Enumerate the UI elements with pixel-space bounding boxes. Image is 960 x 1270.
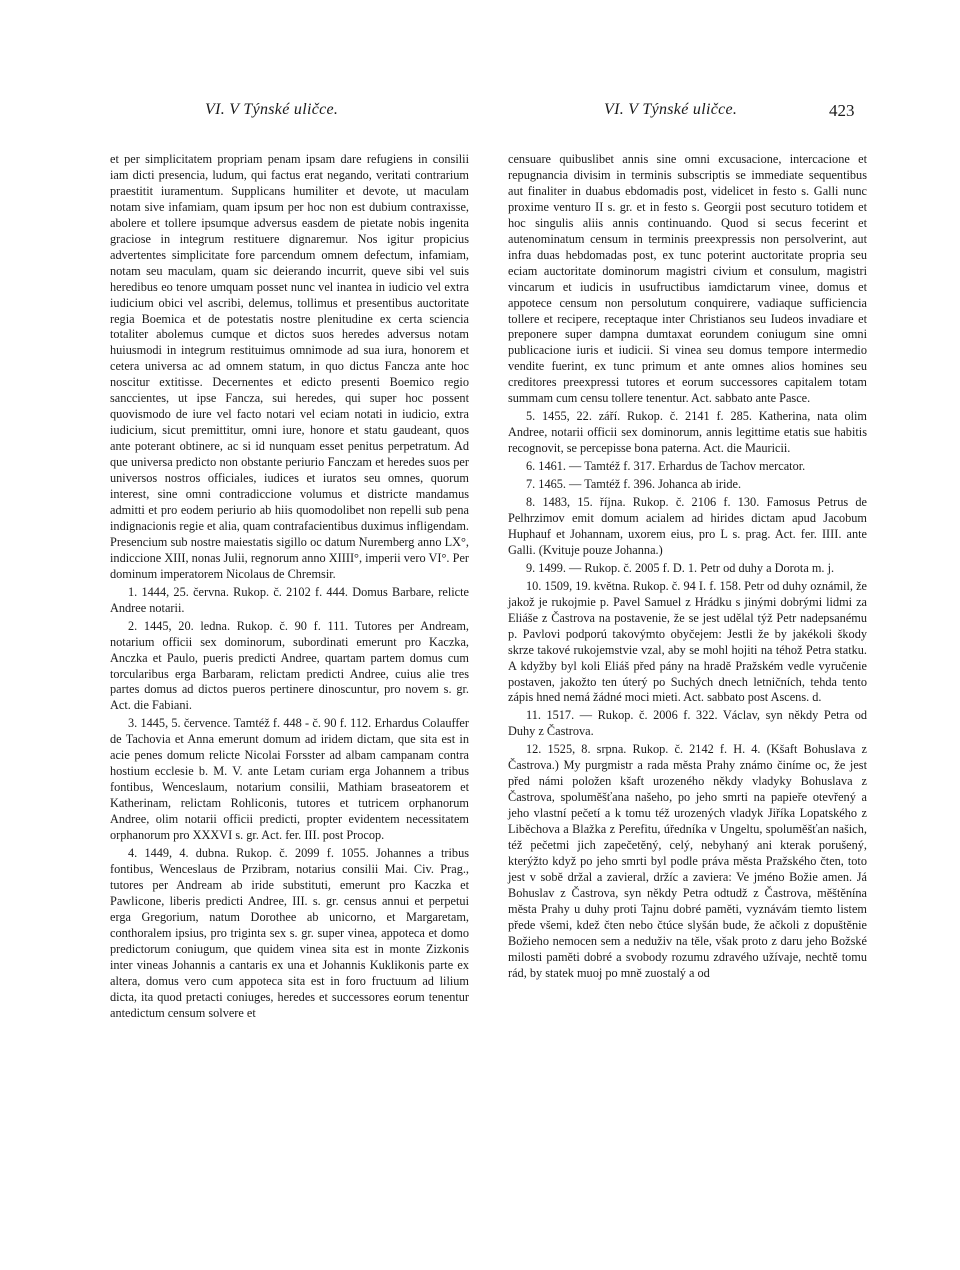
record-entry-12: 12. 1525, 8. srpna. Rukop. č. 2142 f. H. 4. (Kšaft Bohuslava z Častrova.) My purgmistr a rada města Prahy známo činíme oc, že jest před námi položen kšaft urozeného někdy vladyky Bohuslava z Častrova, spoluměšťana našeho, po jeho smrti na papieře otevřený a jeho vlastní pečetí a k tomu též urozených vladyk Jiříka Lopatského z Liběchova a Blažka z Perefitu, úředníka v Ungeltu, spoluměšťan našich, též pečetmi jich zapečetěný, celý, nebyhaný ani kterak porušený, kterýžto když po jeho smrti byl podle práva města Pražského čten, toto jest v sobě držal a zavieral, držíc a zaviera: Ve jméno Božie amen. Já Bohuslav z Častrova, syn někdy Petra odtudž z Častrova, měštěnína města Prahy u duhy proti Tajnu dobré paměti, vyznávám tiemto listem přede všemi, kdež čten nebo čtúce slyšán bude, že ačkoli z dopuštěnie Božieho nemocen sem a neduživ na těle, však proto z daru jeho Božské milosti paměti dobré a svobody rozumu zdravého užívaje, nechtě tomu rád, by statek muoj po mně zuostalý a od	[508, 742, 867, 980]
record-entry-3: 3. 1445, 5. července. Tamtéž f. 448 - č. 90 f. 112. Erhardus Colauffer de Tachovia et Anna emerunt domum ad iridem dictam, que sita est in acie penes domum relicte Nicolai Forsster ad albam campanam contra hostium ecclesie b. M. V. ante Letam curiam erga Johannem a tribus fontibus, Wenceslaum, notarium consilii, Mathiam braseatorem et Katherinam, relictam Rohliconis, tutores et tutricem orphanorum Andree, olim notarii officii predicti, propter evidentem necessitatem orphanorum pro XXXVI s. gr. Act. fer. III. post Procop.	[110, 716, 469, 843]
record-entry-4: 4. 1449, 4. dubna. Rukop. č. 2099 f. 1055. Johannes a tribus fontibus, Wenceslaus de Przibram, notarius consilii Mai. Civ. Prag., tutores per Andream ab iride substituti, emerunt pro Kaczka et Pawlicone, liberis predicti Andree, III. s. gr. census annui et perpetui erga Gregorium, natum Dorothee ab unicorno, et Margaretam, conthoralem ipsius, pro triginta sex s. gr. super vinea, appoteca et domo predictorum coniugum, que quidem vinea sita est in monte Zizkonis inter vineas Johannis a cantaris ex una et Johannis Kuklikonis parte ex altera, domus vero cum appoteca sita est in foro fructuum ad lilium dicta, ita quod pretacti coniuges, heredes et successores eorum tenentur antedictum censum solvere et	[110, 845, 469, 1020]
record-entry-11: 11. 1517. — Rukop. č. 2006 f. 322. Václav, syn někdy Petra od Duhy z Častrova.	[508, 708, 867, 739]
record-entry-9: 9. 1499. — Rukop. č. 2005 f. D. 1. Petr od duhy a Dorota m. j.	[526, 560, 835, 575]
record-entry-10: 10. 1509, 19. května. Rukop. č. 94 I. f. 158. Petr od duhy oznámil, že jakož je rukojmie p. Pavel Samuel z Hrádku s jinými dobrými lidmi za Eliáše z Častrova na postavenie, že se jest udělal týž Petr nadepsanému p. Pavlovi podporú takovýmto obyčejem: Jestli že by jakékoli škody skrze takové rukojemstvie vzal, aby se mohl hojiti na téhož Petra statku. A kdyžby byl koli Eliáš před pány na hradě Pražském vedle vyručenie postaven, jakožto ten úterý po Suchých dnech letničních, tehda tento zápis hned nemá žádné moci mieti. Act. sabbato post Ascens. d.	[508, 578, 867, 705]
record-entry-8: 8. 1483, 15. října. Rukop. č. 2106 f. 130. Famosus Petrus de Pelhrzimov emit domum acialem ad hirides dictam apud Jacobum Huphauf et Johannam, uxorem eius, pro L s. prag. Act. fer. IIII. ante Galli. (Kvituje pouze Johanna.)	[508, 495, 867, 557]
record-entry-7: 7. 1465. — Tamtéž f. 396. Johanca ab iride.	[526, 477, 742, 492]
running-header-right: VI. V Týnské uličce.	[604, 101, 738, 118]
record-entry-1: 1. 1444, 25. června. Rukop. č. 2102 f. 444. Domus Barbare, relicte Andree notarii.	[110, 584, 469, 615]
record-entry-5: 5. 1455, 22. září. Rukop. č. 2141 f. 285. Katherina, nata olim Andree, notarii officii sex dominorum, annis legittime etatis sue habitis recognovit, se percepisse bona paterna. Act. die Mauricii.	[508, 409, 867, 456]
page-number: 423	[829, 101, 855, 120]
record-entry-2: 2. 1445, 20. ledna. Rukop. č. 90 f. 111. Tutores per Andream, notarium officii sex dominorum, subordinati emerunt pro Kaczka, Anczka et Paulo, pueris predicti Andree, quartam partem domus cum torcularibus erga Barbaram, relictam predicti Andree, cuius alie tres partes domus ad dictos pueros pertinere dinoscuntur, pro novem s. gr. Act. die Fabiani.	[110, 618, 469, 713]
running-header-left: VI. V Týnské uličce.	[205, 101, 339, 118]
right-column	[508, 152, 867, 982]
paragraph-continuation: et per simplicitatem propriam penam ipsam dare refugiens in consilii iam dicti presencia, ludum, qui factus erat negando, veritati contrarium praestitit iuramentum. Supplicans humiliter et devote, ut maculam notam sive infamiam, quam ipsum per hoc non est dubium contraxisse, abolere et tollere ipsumque adversus easdem de pietate nobis ingenita graciose in integrum restituere dignaremur. Nos igitur propicius advertentes simplicitate fore parcendum omnem defectum, infamiam, notam seu maculam, quam sic deierando incurrit, queve sibi vel suis heredibus eo tenore umquam posset nunc vel inantea in iudicio vel extra iudicium obici vel ascribi, delemus, tollimus et presentibus auctoritate regia Boemica et de potestatis nostre plenitudine ex certa sciencia totaliter abolemus cumque et dictos suos heredes adversus notam huiusmodi in integrum restituimus omnimode ad sua iura, honorem et cetera universa ac ad omnem statum, in quo dictus Fancza ante hoc noscitur extitisse. Decernentes et edicto presenti Boemico regio sanccientes, ut ipse Fancza, sui heredes, qui super hoc possent quovismodo de iure vel facto notari vel eciam notati in iudicio, extra iudicium, sicut premittitur, omni iure, honore et statu gaudeant, quos ante poterant obtinere, ac si id nunquam esset penitus perpetratum. Ad que universa predicto non obstante periurio Fanczam et heredes suos per universos nostros officiales, iudices et iuratos seu omnes, quorum interest, sine omni contradiccione volumus et districte mandamus admitti et pro eodem periurio ab hiis quomodolibet non repelli sub pena indignacionis regie et alia, quam contrafacientibus duximus infligendam. Presencium sub nostre maiestatis sigillo oc datum Nuremberg anno LX°, indiccione XIII, nonas Julii, regnorum anno XIIII°, imperii vero VI°. Per dominum imperatorem Nicolaus de Chremsir.	[110, 152, 469, 581]
record-entry-6: 6. 1461. — Tamtéž f. 317. Erhardus de Tachov mercator.	[526, 459, 806, 474]
left-column	[110, 152, 469, 1021]
paragraph-continuation: censuare quibuslibet annis sine omni excusacione, intercacione et repugnancia divisim in terminis subscriptis se immediate sequentibus aut finaliter in duabus ebdomadis post, videlicet in festo s. Galli nunc proxime venturo II s. gr. et in festo s. Georgii post secuturo totidem et hoc singulis aliis annis continuando. Quod si secus fecerint et autenominatum censum in terminis preexpressis non persolverint, aut infra duas hebdomadas post, ex tunc poterint auctoritate propria seu eciam auctoritate dominorum magistri civium et consulum, magistri vincarum et iudicis in usufructibus iamdictarum vinee, domus et appotece censum non persolutum conquirere, vadiaque sufficiencia tollere et recipere, receptaque inter Christianos seu Iudeos invadiare et preponere super dampna dumtaxat eorundem coniugum sine omni publicacione iuris et iudicii. Si vinea seu domus tempore intermedio vendite fuerint, ex tunc primum et ante omnes alios homines seu creditores preexpressi tutores et eorum successores capitalem totam summam cum censu tollere tenentur. Act. sabbato ante Pasce.	[508, 152, 867, 406]
